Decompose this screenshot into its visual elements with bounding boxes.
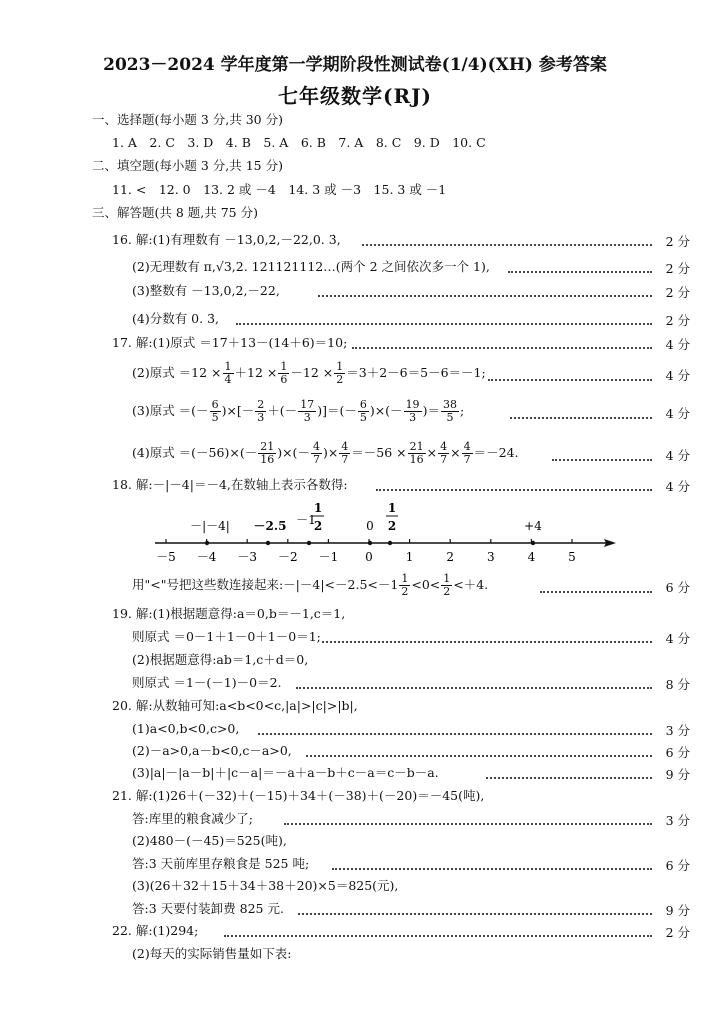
numerator: 1	[224, 359, 232, 373]
fraction	[223, 361, 234, 386]
text: (2)原式 ＝12 ×	[132, 365, 222, 380]
q16-score-2: 2 分	[665, 261, 690, 276]
label-half-num: 1	[387, 501, 397, 515]
point-half	[388, 541, 392, 545]
q19-line-1: 19. 解:(1)根据题意得:a＝0,b＝－1,c＝1,	[112, 606, 346, 621]
leader-dots	[296, 687, 652, 689]
leader-dots	[552, 459, 652, 461]
denominator: 5	[211, 410, 219, 424]
q19-score-4: 8 分	[665, 677, 690, 692]
text: ×	[426, 445, 438, 460]
fraction	[408, 441, 426, 466]
tick-label: 0	[365, 550, 373, 564]
q20-line-1: 20. 解:从数轴可知:a<b<0<c,|a|>|c|>|b|,	[112, 698, 358, 713]
label-neg-abs-4: －|－4|	[190, 519, 230, 533]
point-neg-2-5	[266, 541, 270, 545]
text: <＋4.	[453, 577, 489, 592]
tick-label: 3	[486, 550, 495, 564]
tick-label: －4	[196, 550, 217, 564]
text: ;	[459, 403, 465, 418]
leader-dots	[488, 379, 652, 381]
q16-score-3: 2 分	[665, 285, 690, 300]
text: )×	[322, 445, 339, 460]
leader-dots	[306, 755, 652, 757]
text: (4)原式 ＝(－56)×(－	[132, 445, 258, 460]
numerator: 1	[280, 359, 288, 373]
label-neg-1: －1	[296, 513, 316, 527]
numerator: 1	[336, 359, 344, 373]
tick-label: 1	[405, 550, 414, 564]
fraction	[311, 441, 322, 466]
denominator: 2	[336, 372, 344, 386]
text: (3)原式 ＝(－	[132, 403, 209, 418]
leader-dots	[298, 913, 652, 915]
q21-score-6: 9 分	[665, 903, 690, 918]
q17-line-4	[132, 438, 519, 468]
q16-line-4: (4)分数有 0. 3̇,	[132, 311, 220, 326]
fraction	[441, 399, 459, 424]
numerator: 4	[341, 439, 349, 453]
text: ＋(－	[267, 403, 298, 418]
numerator: 4	[440, 439, 448, 453]
denominator: 6	[280, 372, 288, 386]
label-neg-2-5: －2.5	[253, 519, 287, 533]
denominator: 5	[446, 410, 454, 424]
numerator: 6	[359, 397, 367, 411]
q22-line-1: 22. 解:(1)294;	[112, 923, 199, 938]
section-2-answers: 11. < 12. 0 13. 2 或 －4 14. 3 或 －3 15. 3 或 －1	[112, 182, 447, 197]
q22-score-1: 2 分	[665, 925, 690, 940]
numerator: 1	[443, 571, 451, 585]
leader-dots	[362, 244, 652, 246]
label-half-den: 2	[387, 519, 397, 533]
denominator: 7	[312, 452, 320, 466]
denominator: 7	[440, 452, 448, 466]
numerator: 21	[260, 439, 275, 453]
fraction	[399, 573, 410, 598]
text: <0<	[411, 577, 441, 592]
leader-dots	[284, 823, 652, 825]
leader-dots	[486, 777, 652, 779]
q17-line-2	[132, 358, 486, 388]
numerator: 17	[300, 397, 315, 411]
denominator: 16	[260, 452, 275, 466]
q21-score-4: 6 分	[665, 858, 690, 873]
text: )]＝(－	[317, 403, 357, 418]
fraction	[438, 441, 449, 466]
numerator: 4	[463, 439, 471, 453]
text: ×	[450, 445, 461, 460]
denominator: 5	[359, 410, 367, 424]
q16-line-2: (2)无理数有 π,√3,2. 121121112…(两个 2 之间依次多一个 1),	[132, 259, 490, 274]
point-neg-4	[205, 541, 209, 545]
tick-label: －2	[277, 550, 298, 564]
denominator: 16	[409, 452, 424, 466]
leader-dots	[236, 323, 652, 325]
denominator: 3	[257, 410, 265, 424]
leader-dots	[352, 347, 652, 349]
leader-dots	[318, 295, 652, 297]
q18-score-1: 4 分	[665, 479, 690, 494]
text: )×(－	[369, 403, 403, 418]
q17-line-1: 17. 解:(1)原式 ＝17＋13－(14＋6)＝10;	[112, 335, 348, 350]
numerator: 4	[312, 439, 320, 453]
section-1-heading: 一、选择题(每小题 3 分,共 30 分)	[92, 112, 283, 127]
q21-line-3: (2)480－(－45)＝525(吨),	[132, 833, 287, 848]
leader-dots	[376, 489, 652, 491]
fraction	[339, 441, 350, 466]
q20-score-3: 6 分	[665, 745, 690, 760]
q21-line-1: 21. 解:(1)26＋(－32)＋(－15)＋34＋(－38)＋(－20)＝－45(吨),	[112, 788, 485, 803]
q16-line-1: 16. 解:(1)有理数有 －13,0,2,－22,0. 3̇,	[112, 232, 341, 247]
q21-score-2: 3 分	[665, 813, 690, 828]
q21-line-5: (3)(26＋32＋15＋34＋38＋20)×5＝825(元),	[132, 878, 399, 893]
fraction	[404, 399, 422, 424]
point-neg-1-half	[307, 541, 311, 545]
q20-line-3: (2)－a>0,a－b<0,c－a>0,	[132, 743, 292, 758]
q20-score-4: 9 分	[665, 767, 690, 782]
tick-label: 2	[446, 550, 455, 564]
q21-line-6: 答:3 天要付装卸费 825 元.	[132, 901, 284, 916]
numerator: 21	[409, 439, 424, 453]
q19-line-4: 则原式 ＝1－(－1)－0＝2.	[132, 675, 282, 690]
fraction	[278, 361, 289, 386]
q16-score-1: 2 分	[665, 234, 690, 249]
q19-line-3: (2)根据题意得:ab＝1,c＋d＝0,	[132, 652, 309, 667]
leader-dots	[224, 935, 652, 937]
q17-score-1: 4 分	[665, 337, 690, 352]
denominator: 4	[224, 372, 232, 386]
section-3-heading: 三、解答题(共 8 题,共 75 分)	[92, 205, 258, 220]
q20-line-4: (3)|a|－|a－b|＋|c－a|＝－a＋a－b＋c－a＝c－b－a.	[132, 765, 439, 780]
denominator: 2	[443, 584, 451, 598]
text: ＝3＋2－6＝5－6＝－1;	[346, 365, 486, 380]
q22-line-2: (2)每天的实际销售量如下表:	[132, 946, 292, 961]
tick-label: －3	[237, 550, 258, 564]
point-zero	[368, 541, 372, 545]
text: )×(－	[277, 445, 310, 460]
q19-score-2: 4 分	[665, 631, 690, 646]
fraction	[441, 573, 452, 598]
number-line	[150, 500, 630, 570]
text: )×[－	[221, 403, 255, 418]
denominator: 3	[409, 410, 417, 424]
label-neg-frac-den: 2	[313, 519, 323, 533]
label-plus-4: +4	[524, 519, 542, 533]
fraction	[210, 399, 221, 424]
text: ＋12 ×	[234, 365, 278, 380]
page-subtitle: 七年级数学(RJ)	[277, 84, 432, 108]
fraction	[298, 399, 316, 424]
denominator: 2	[401, 584, 409, 598]
q16-line-3: (3)整数有 －13,0,2,－22,	[132, 283, 280, 298]
page-title: 2023－2024 学年度第一学期阶段性测试卷(1/4)(XH) 参考答案	[103, 55, 607, 75]
q17-score-3: 4 分	[665, 406, 690, 421]
section-1-answers: 1. A 2. C 3. D 4. B 5. A 6. B 7. A 8. C 9. D 10. C	[112, 135, 486, 150]
fraction	[258, 441, 276, 466]
q17-line-3	[132, 396, 464, 426]
denominator: 7	[463, 452, 471, 466]
leader-dots	[258, 733, 652, 735]
fraction	[255, 399, 266, 424]
leader-dots	[332, 868, 652, 870]
text: ＝－56 ×	[351, 445, 407, 460]
text: ＝－24.	[473, 445, 519, 460]
q21-line-2: 答:库里的粮食减少了;	[132, 811, 253, 826]
fraction	[334, 361, 345, 386]
numerator: 38	[442, 397, 457, 411]
denominator: 7	[341, 452, 349, 466]
tick-label: －5	[156, 550, 176, 564]
q20-score-2: 3 分	[665, 723, 690, 738]
numerator: 2	[257, 397, 265, 411]
q20-line-2: (1)a<0,b<0,c>0,	[132, 721, 240, 736]
label-zero: 0	[366, 519, 374, 533]
q18-line-2	[132, 570, 488, 600]
tick-label: －1	[318, 550, 339, 564]
q17-score-2: 4 分	[665, 368, 690, 383]
tick-label: 4	[527, 550, 536, 564]
q18-score-2: 6 分	[665, 580, 690, 595]
q18-line-1: 18. 解:－|－4|＝－4,在数轴上表示各数得:	[112, 477, 348, 492]
numerator: 1	[401, 571, 409, 585]
text: －12 ×	[290, 365, 334, 380]
q19-line-2: 则原式 ＝0－1＋1－0＋1－0＝1;	[132, 629, 321, 644]
denominator: 3	[303, 410, 311, 424]
numerator: 6	[211, 397, 219, 411]
leader-dots	[540, 591, 652, 593]
tick-label: 5	[568, 550, 576, 564]
section-2-heading: 二、填空题(每小题 3 分,共 15 分)	[92, 158, 283, 173]
leader-dots	[508, 271, 652, 273]
leader-dots	[322, 641, 652, 643]
q16-score-4: 2 分	[665, 313, 690, 328]
numerator: 19	[405, 397, 420, 411]
point-plus-4	[531, 541, 535, 545]
fraction	[358, 399, 369, 424]
leader-dots	[510, 417, 652, 419]
fraction	[462, 441, 473, 466]
text: )＝	[422, 403, 440, 418]
text: 用"<"号把这些数连接起来:－|－4|<－2.5<－1	[132, 577, 399, 592]
label-neg-frac-num: 1	[313, 501, 323, 515]
q17-score-4: 4 分	[665, 448, 690, 463]
q21-line-4: 答:3 天前库里存粮食是 525 吨;	[132, 856, 310, 871]
